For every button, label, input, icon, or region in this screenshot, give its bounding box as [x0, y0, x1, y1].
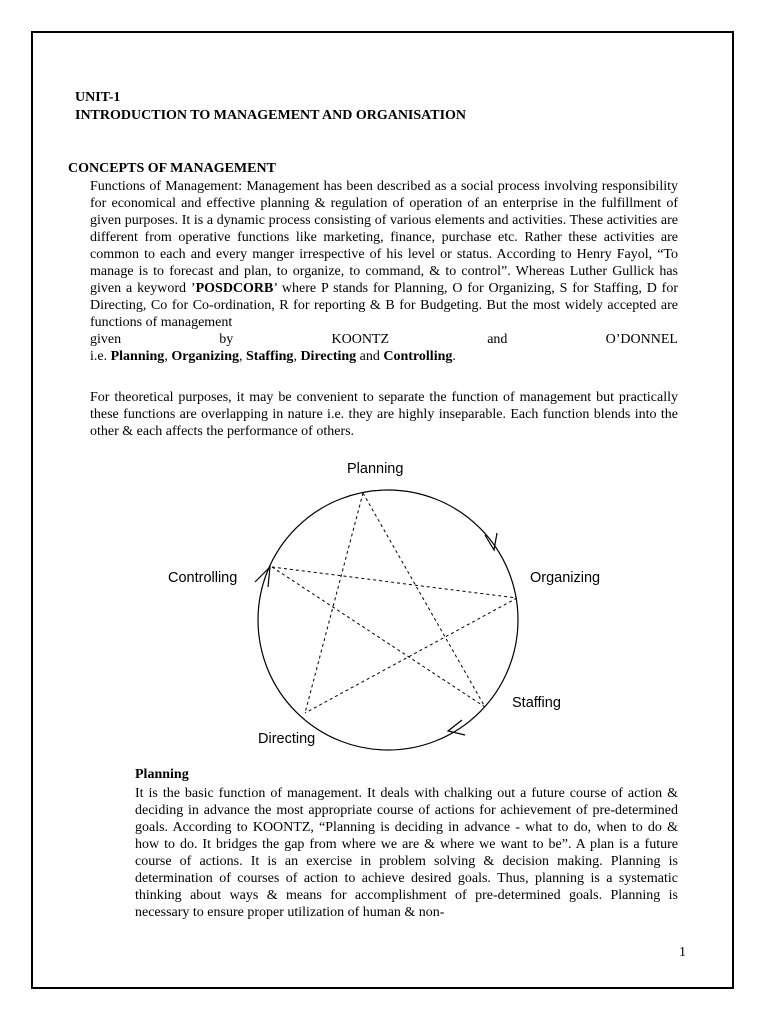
diagram-label-controlling: Controlling [168, 570, 238, 586]
unit-label: UNIT-1 [75, 90, 121, 105]
para1-text-after: ’ where P stands for Planning, O for Organizing, S for Staffing, D for Directing, Co for Co-ordination, R for reporting & B for Budgeting. But the most widely accepted are functions of management [90, 281, 679, 330]
section-heading: CONCEPTS OF MANAGEMENT [68, 161, 276, 176]
comma: , [293, 349, 297, 364]
para1-text-before: Functions of Management: Management has been described as a social process involving responsibility for economical and effective planning & regulation of operation of an enterprise in the fulfillment of given purposes. It is a dynamic process consisting of various elements and activities. These activities are different from operative functions like marketing, finance, purchase etc. Rather these activities are common to each and every manger irrespective of his level or status. According to Henry Fayol, “To manage is to forecast and plan, to organize, to command, & to control”. Whereas Luther Gullick has given a keyword ’ [90, 179, 678, 296]
diagram-label-staffing: Staffing [512, 695, 561, 711]
function-staffing: Staffing [245, 349, 294, 364]
cycle-arrows [255, 533, 497, 735]
star-line [305, 493, 363, 713]
diagram-label-organizing: Organizing [530, 570, 601, 586]
diagram-label-planning: Planning [347, 461, 404, 477]
ie-label: i.e. [90, 349, 108, 364]
planning-heading: Planning [135, 767, 189, 782]
comma: , [164, 349, 168, 364]
and-word: and [359, 349, 380, 364]
koontz-line [90, 331, 678, 348]
star-line [272, 567, 485, 707]
star-line [305, 598, 517, 713]
functions-line [90, 348, 678, 365]
function-organizing: Organizing [171, 349, 239, 364]
spread-word: O’DONNEL [605, 332, 678, 347]
function-controlling: Controlling [383, 349, 453, 364]
function-directing: Directing [300, 349, 357, 364]
page-title: INTRODUCTION TO MANAGEMENT AND ORGANISATION [75, 108, 467, 123]
cycle-circle [258, 490, 518, 750]
spread-word: by [219, 332, 234, 347]
page-number: 1 [679, 945, 686, 960]
keyword-posdcorb: POSDCORB [195, 281, 274, 296]
planning-paragraph: It is the basic function of management. It deals with chalking out a future course of action & deciding in advance the most appropriate course of actions for achievement of pre-determined goals. According to KOONTZ, “Planning is deciding in advance - what to do, when to do & how to do. It bridges the gap from where we are & where we want to be”. A plan is a future course of actions. It is an exercise in problem solving & decision making. Planning is determination of courses of action to achieve desired goals. Thus, planning is a systematic thinking about ways & means for accomplishment of pre-determined goals. Planning is necessary to ensure proper utilization of human & non- [135, 786, 678, 920]
arrow-icon [448, 720, 465, 735]
paragraph-theoretical: For theoretical purposes, it may be convenient to separate the function of management but practically these functions are overlapping in nature i.e. they are highly inseparable. Each function blends into the other & each affects the performance of others. [90, 390, 678, 439]
paragraph-functions [90, 178, 678, 365]
period: . [452, 349, 456, 364]
function-planning: Planning [110, 349, 165, 364]
spread-word: given [90, 332, 122, 347]
star-line [272, 567, 517, 598]
star-line [363, 493, 485, 707]
star-lines [272, 493, 517, 713]
comma: , [238, 349, 243, 364]
diagram-label-directing: Directing [258, 731, 316, 747]
spread-word: KOONTZ [331, 332, 390, 347]
spread-word: and [487, 332, 508, 347]
